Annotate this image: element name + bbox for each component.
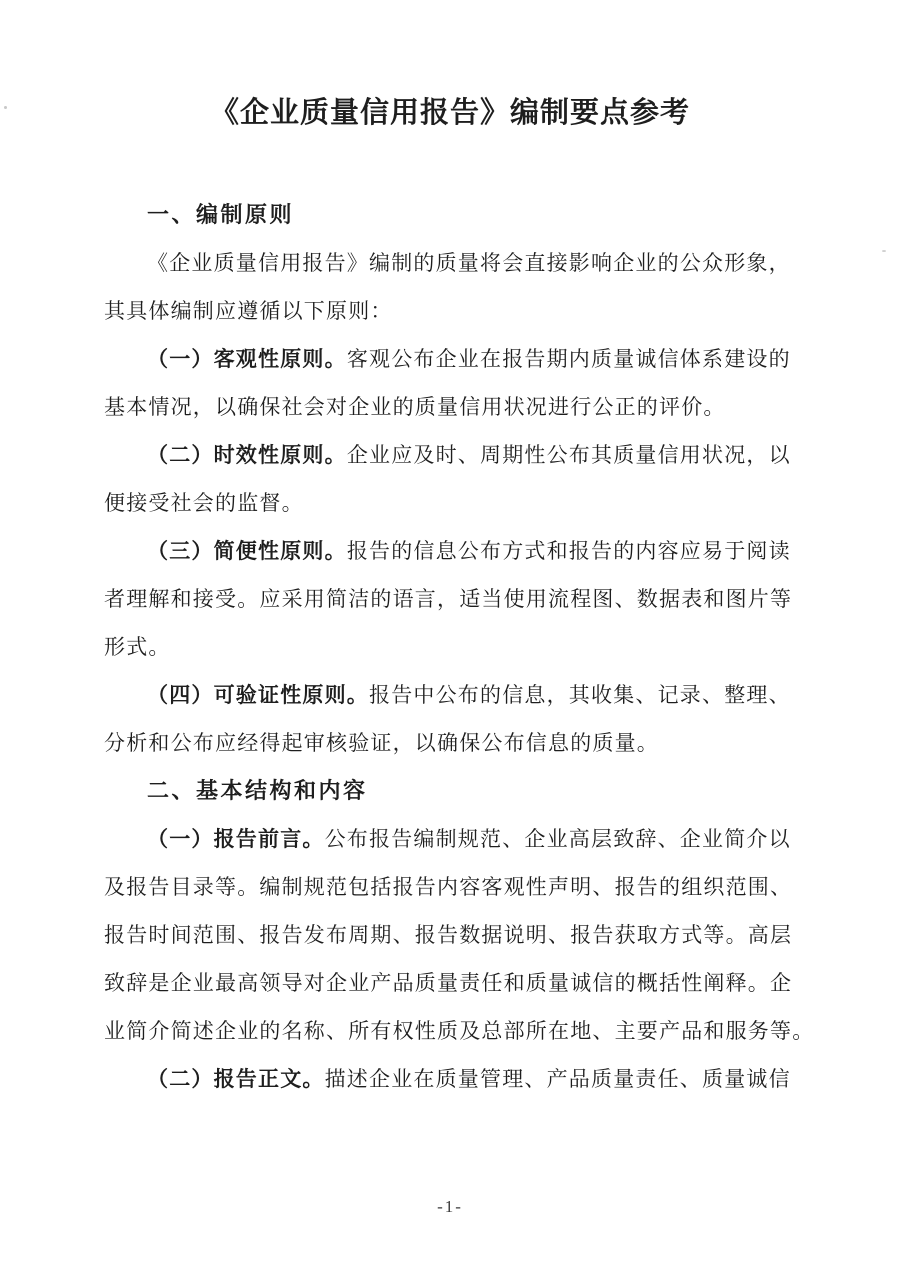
- doc-line: [104, 1055, 824, 1103]
- scan-speck: [882, 250, 886, 252]
- line-text: 及报告目录等。编制规范包括报告内容客观性声明、报告的组织范围、: [104, 875, 793, 899]
- line-label: （二）报告正文。: [147, 1067, 325, 1091]
- doc-line: [104, 575, 824, 623]
- doc-line: [104, 383, 824, 431]
- doc-line: [104, 527, 824, 575]
- doc-line: [104, 287, 824, 335]
- doc-line: [104, 863, 824, 911]
- line-text: 者理解和接受。应采用简洁的语言，适当使用流程图、数据表和图片等: [104, 587, 793, 611]
- line-label: （一）客观性原则。: [147, 347, 347, 371]
- line-text: 描述企业在质量管理、产品质量责任、质量诚信: [324, 1067, 791, 1091]
- doc-line: [104, 431, 824, 479]
- line-text: 分析和公布应经得起审核验证，以确保公布信息的质量。: [104, 731, 659, 755]
- line-text: 报告的信息公布方式和报告的内容应易于阅读: [346, 539, 791, 563]
- line-text: 《企业质量信用报告》编制的质量将会直接影响企业的公众形象，: [147, 251, 791, 275]
- heading-label: 一、编制原则: [147, 202, 295, 227]
- line-text: 报告中公布的信息，其收集、记录、整理、: [369, 683, 791, 707]
- heading-label: 二、基本结构和内容: [147, 778, 368, 803]
- doc-line: [104, 671, 824, 719]
- doc-line: [104, 479, 824, 527]
- doc-line: [104, 239, 824, 287]
- doc-line: [104, 1007, 824, 1055]
- document-title: 《企业质量信用报告》编制要点参考: [209, 97, 690, 129]
- line-label: （二）时效性原则。: [147, 443, 347, 467]
- line-text: 报告时间范围、报告发布周期、报告数据说明、报告获取方式等。高层: [104, 923, 793, 947]
- line-label: （三）简便性原则。: [147, 539, 347, 563]
- line-label: （一）报告前言。: [147, 827, 325, 851]
- line-text: 客观公布企业在报告期内质量诚信体系建设的: [346, 347, 791, 371]
- line-text: 业简介简述企业的名称、所有权性质及总部所在地、主要产品和服务等。: [104, 1019, 815, 1043]
- line-text: 便接受社会的监督。: [104, 491, 304, 515]
- doc-line: [104, 911, 824, 959]
- page-number: -1-: [437, 1197, 463, 1216]
- line-text: 企业应及时、周期性公布其质量信用状况，以: [346, 443, 791, 467]
- line-text: 致辞是企业最高领导对企业产品质量责任和质量诚信的概括性阐释。企: [104, 971, 793, 995]
- section-heading: [104, 767, 824, 815]
- line-label: （四）可验证性原则。: [147, 683, 369, 707]
- doc-line: [104, 719, 824, 767]
- doc-line: [104, 623, 824, 671]
- line-text: 公布报告编制规范、企业高层致辞、企业简介以: [324, 827, 791, 851]
- doc-line: [104, 335, 824, 383]
- line-text: 基本情况，以确保社会对企业的质量信用状况进行公正的评价。: [104, 395, 726, 419]
- document-body: [104, 191, 824, 1103]
- doc-line: [104, 815, 824, 863]
- section-heading: [104, 191, 824, 239]
- doc-line: [104, 959, 824, 1007]
- line-text: 其具体编制应遵循以下原则：: [104, 299, 393, 323]
- line-text: 形式。: [104, 635, 171, 659]
- scan-speck: [4, 106, 7, 109]
